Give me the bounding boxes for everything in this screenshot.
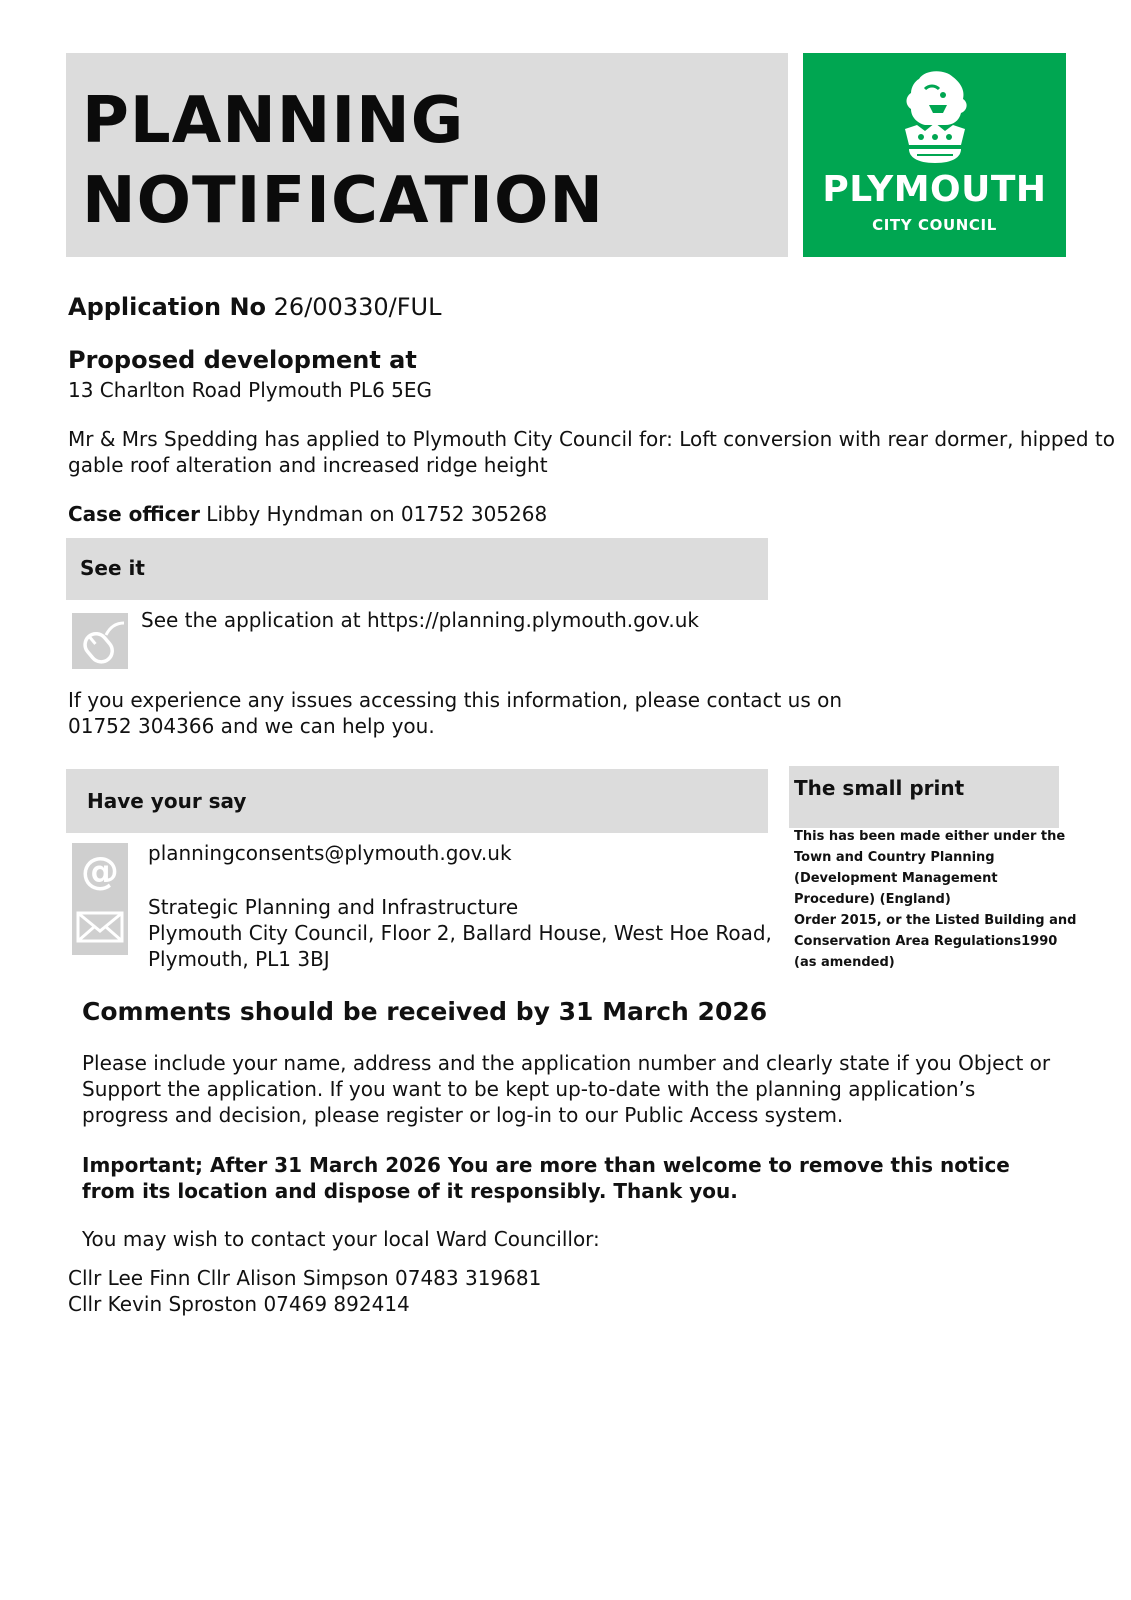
envelope-icon: [72, 899, 128, 955]
development-label: Proposed development at: [68, 346, 417, 374]
description-line-1: Mr & Mrs Spedding has applied to Plymouth City Council for: Loft conversion with rear dormer, hipped to: [68, 427, 1115, 451]
case-officer-line: [68, 501, 547, 527]
help-line-2: 01752 304366 and we can help you.: [68, 714, 435, 738]
small-print-line: (as amended): [794, 955, 895, 970]
have-your-say-heading: Have your say: [87, 789, 247, 813]
comments-deadline: Comments should be received by 31 March 2026: [82, 997, 768, 1026]
small-print-line: This has been made either under the: [794, 829, 1066, 844]
case-officer-label: Case officer: [68, 502, 200, 526]
case-officer-value: Libby Hyndman on 01752 305268: [206, 502, 548, 526]
important-line-2: from its location and dispose of it responsibly. Thank you.: [82, 1179, 738, 1203]
council-logo: [803, 53, 1066, 257]
small-print-heading: The small print: [794, 776, 965, 800]
councillors-line-1: Cllr Lee Finn Cllr Alison Simpson 07483 319681: [68, 1266, 542, 1290]
have-your-say-header: [66, 769, 768, 833]
postal-line-3: Plymouth, PL1 3BJ: [148, 947, 330, 971]
see-it-header: [66, 538, 768, 600]
application-description: [68, 426, 1115, 478]
councillor-intro: You may wish to contact your local Ward Councillor:: [82, 1227, 600, 1251]
contact-email[interactable]: planningconsents@plymouth.gov.uk: [148, 841, 512, 865]
small-print-line: Conservation Area Regulations1990: [794, 934, 1058, 949]
postal-line-1: Strategic Planning and Infrastructure: [148, 895, 519, 919]
mouse-icon: [72, 613, 128, 669]
description-line-2: gable roof alteration and increased ridge height: [68, 453, 548, 477]
small-print-line: (Development Management: [794, 871, 998, 886]
application-number-line: [68, 292, 441, 322]
instructions-line-2: Support the application. If you want to be kept up-to-date with the planning application’s: [82, 1077, 976, 1101]
instructions-line-1: Please include your name, address and the application number and clearly state if you Object or: [82, 1051, 1051, 1075]
see-application-link[interactable]: See the application at https://planning.plymouth.gov.uk: [141, 608, 699, 632]
small-print-text: [794, 826, 1084, 973]
title-line-2: NOTIFICATION: [82, 164, 604, 238]
lion-crest-icon: [899, 69, 971, 165]
comments-instructions: [82, 1050, 1050, 1128]
title-line-1: PLANNING: [82, 84, 465, 158]
development-address: 13 Charlton Road Plymouth PL6 5EG: [68, 378, 433, 402]
application-number-value: 26/00330/FUL: [273, 293, 442, 321]
postal-line-2: Plymouth City Council, Floor 2, Ballard House, West Hoe Road,: [148, 921, 772, 945]
small-print-header: [789, 766, 1059, 828]
svg-text:@: @: [81, 849, 119, 893]
small-print-line: Order 2015, or the Listed Building and: [794, 913, 1077, 928]
small-print-line: Town and Country Planning: [794, 850, 995, 865]
important-notice: [82, 1152, 1010, 1204]
see-it-heading: See it: [80, 556, 145, 580]
at-icon: [72, 843, 128, 899]
small-print-line: Procedure) (England): [794, 892, 951, 907]
help-line-1: If you experience any issues accessing this information, please contact us on: [68, 688, 843, 712]
logo-subtitle: CITY COUNCIL: [872, 216, 997, 234]
important-line-1: Important; After 31 March 2026 You are more than welcome to remove this notice: [82, 1153, 1010, 1177]
councillor-contacts: [68, 1265, 541, 1317]
application-number-label: Application No: [68, 293, 267, 321]
councillors-line-2: Cllr Kevin Sproston 07469 892414: [68, 1292, 410, 1316]
postal-address: [148, 894, 772, 972]
help-text: [68, 687, 842, 739]
logo-name: PLYMOUTH: [822, 169, 1047, 210]
instructions-line-3: progress and decision, please register or log-in to our Public Access system.: [82, 1103, 844, 1127]
title-banner: [66, 53, 788, 257]
